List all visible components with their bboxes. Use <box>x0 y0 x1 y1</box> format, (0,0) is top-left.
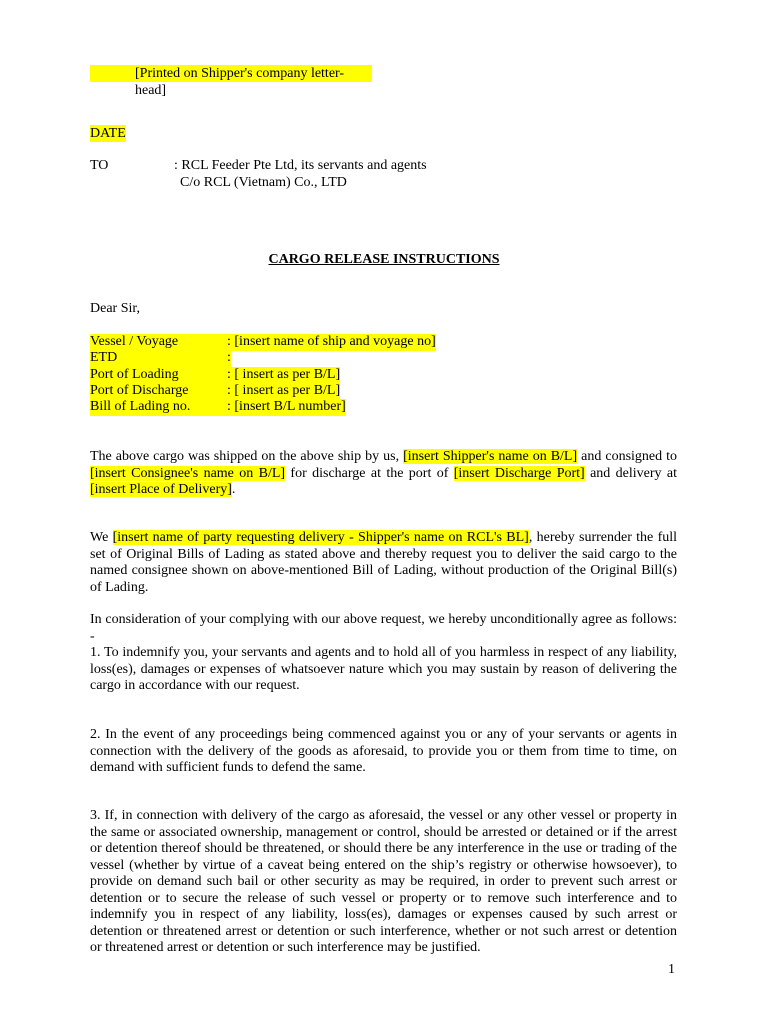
recipient-line-1: : RCL Feeder Pte Ltd, its servants and agents <box>174 158 427 173</box>
paragraph-text: We <box>90 530 113 545</box>
placeholder-requesting-party: [insert name of party requesting delivery - Shipper's name on RCL's BL] <box>112 530 529 545</box>
field-row-vessel-voyage <box>90 334 436 350</box>
surrender-request-paragraph <box>90 530 677 596</box>
document-title-wrapper <box>0 252 768 269</box>
field-label: Port of Discharge <box>90 383 227 400</box>
placeholder-discharge-port: [insert Discharge Port] <box>453 465 585 481</box>
placeholder-shipper-name: [insert Shipper's name on B/L] <box>403 449 578 464</box>
field-value: : <box>227 350 231 366</box>
field-value: : [insert B/L number] <box>227 399 346 415</box>
paragraph-text: , hereby surrender the full set of Original Bills of Lading as stated above and thereby request you to deliver the said cargo to the named consignee shown on above-mentioned Bill of Lading, without production of the Original Bill(s) of Lading. <box>90 530 678 595</box>
date-label: DATE <box>90 126 126 141</box>
field-label: ETD <box>90 350 227 367</box>
paragraph-text: and delivery at <box>584 465 678 481</box>
field-row-port-of-discharge <box>90 383 436 399</box>
cargo-shipment-paragraph <box>90 449 677 499</box>
to-label: TO <box>90 158 109 173</box>
placeholder-place-of-delivery: [insert Place of Delivery] <box>90 482 232 497</box>
document-title: CARGO RELEASE INSTRUCTIONS <box>268 252 500 267</box>
field-label: Port of Loading <box>90 367 227 384</box>
field-label: Vessel / Voyage <box>90 334 227 351</box>
page-number: 1 <box>668 962 675 977</box>
paragraph-text: for discharge at the port of <box>285 465 454 481</box>
field-row-etd <box>90 350 436 366</box>
field-row-port-of-loading <box>90 367 436 383</box>
salutation: Dear Sir, <box>90 301 140 316</box>
shipment-fields <box>90 334 436 415</box>
paragraph-text: and consigned to <box>577 449 678 464</box>
clause-2-paragraph: 2. In the event of any proceedings being commenced against you or any of your servants or agents in connection with the delivery of the goods as aforesaid, to provide you or them from time to time, on demand with sufficient funds to defend the same. <box>90 727 677 775</box>
field-value: : [ insert as per B/L] <box>227 382 341 398</box>
consideration-paragraph: In consideration of your complying with our above request, we hereby unconditionally agree as follows: - <box>90 612 677 644</box>
field-row-bill-of-lading <box>90 399 436 415</box>
recipient-line-2: C/o RCL (Vietnam) Co., LTD <box>180 175 347 190</box>
letterhead-note: [Printed on Shipper's company letter-head] <box>90 65 372 82</box>
paragraph-text: . <box>231 482 236 497</box>
clause-1-paragraph: 1. To indemnify you, your servants and agents and to hold all of you harmless in respect of any liability, loss(es), damages or expenses of whatsoever nature which you may sustain by reason of delivering the cargo in accordance with our request. <box>90 645 677 693</box>
field-value: : [insert name of ship and voyage no] <box>227 334 436 349</box>
field-value: : [ insert as per B/L] <box>227 366 341 382</box>
clause-3-paragraph: 3. If, in connection with delivery of the cargo as aforesaid, the vessel or any other vessel or property in the same or associated ownership, management or control, should be arrested or detained or if the arrest or detention thereof should be threatened, or should there be any interference in the use or trading of the vessel (whether by virtue of a caveat being entered on the ship’s registry or otherwise howsoever), to provide on demand such bail or other security as may be required, in order to prevent such arrest or detention or to secure the release of such vessel or property or to remove such interference and to indemnify you in respect of any liability, loss(es), damages or expenses caused by such arrest or detention or threatened arrest or detention or such interference, whether or not such arrest or detention or threatened arrest or detention or such interference may be justified. <box>90 808 677 955</box>
placeholder-consignee-name: [insert Consignee's name on B/L] <box>90 465 286 481</box>
paragraph-text: The above cargo was shipped on the above ship by us, <box>90 449 404 464</box>
field-label: Bill of Lading no. <box>90 399 227 416</box>
